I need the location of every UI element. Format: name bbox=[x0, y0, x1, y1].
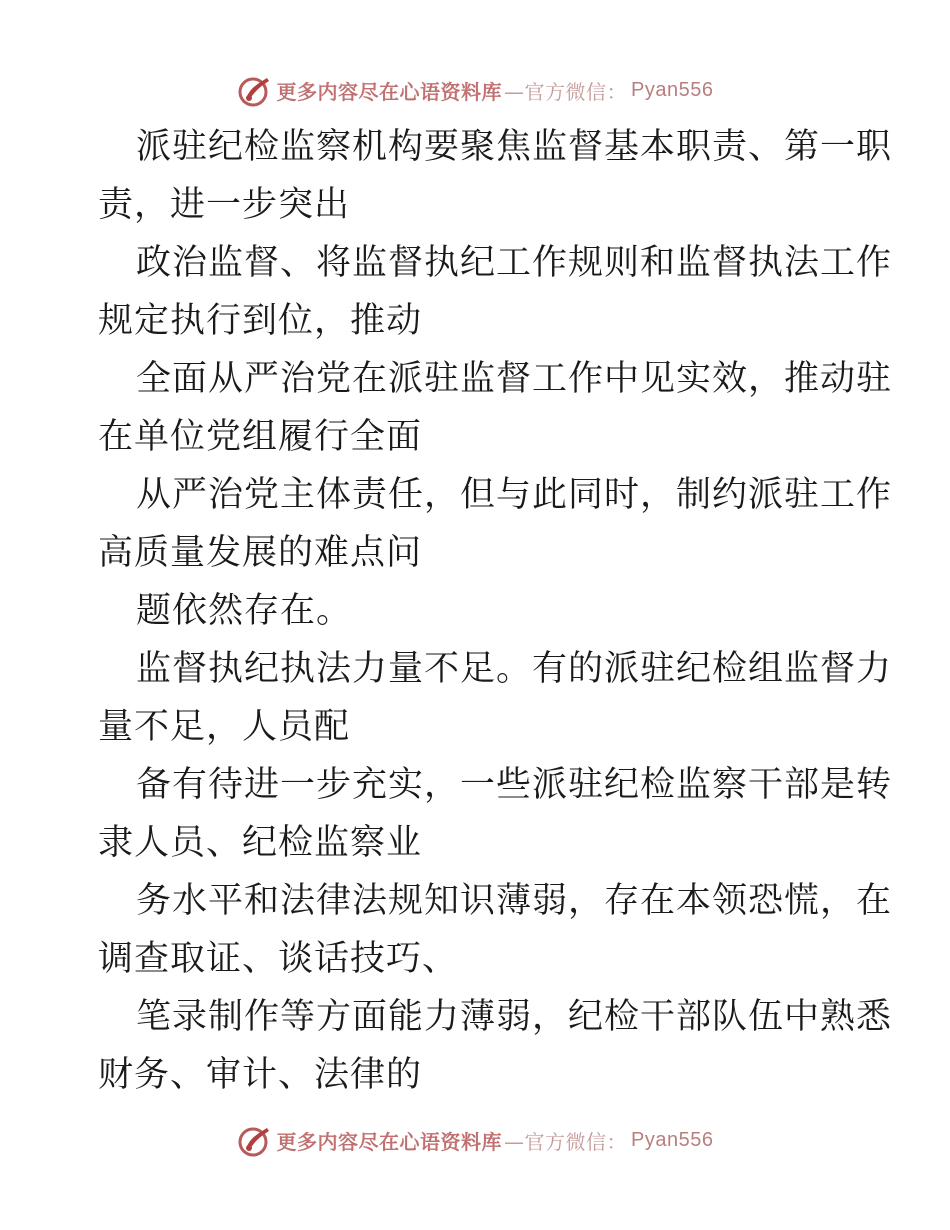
text-line: 政治监督、将监督执纪工作规则和监督执法工作 bbox=[136, 243, 893, 283]
text-line: 在单位党组履行全面 bbox=[98, 417, 423, 457]
text-line: 财务、审计、法律的 bbox=[98, 1055, 423, 1095]
text-line: 调查取证、谈话技巧、 bbox=[98, 939, 459, 979]
text-line: 务水平和法律法规知识薄弱，存在本领恐慌，在 bbox=[136, 881, 893, 921]
text-line: 全面从严治党在派驻监督工作中见实效，推动驻 bbox=[136, 359, 893, 399]
text-line: 责，进一步突出 bbox=[98, 185, 351, 225]
brush-logo-icon bbox=[237, 72, 273, 108]
watermark-wechat-handle: Pyan556 bbox=[631, 1128, 714, 1151]
text-line: 监督执纪执法力量不足。有的派驻纪检组监督力 bbox=[136, 649, 893, 689]
watermark-title: 更多内容尽在心语资料库 bbox=[276, 79, 503, 104]
footer-watermark bbox=[0, 1120, 950, 1160]
text-line: 从严治党主体责任，但与此同时，制约派驻工作 bbox=[136, 475, 893, 515]
watermark-wechat-label: —官方微信： bbox=[504, 79, 628, 104]
text-line: 笔录制作等方面能力薄弱，纪检干部队伍中熟悉 bbox=[136, 997, 893, 1037]
text-line: 备有待进一步充实，一些派驻纪检监察干部是转 bbox=[136, 765, 893, 805]
document-body bbox=[98, 118, 893, 1104]
watermark-title: 更多内容尽在心语资料库 bbox=[276, 1129, 503, 1154]
text-line: 派驻纪检监察机构要聚焦监督基本职责、第一职 bbox=[136, 127, 893, 167]
text-line: 题依然存在。 bbox=[136, 591, 353, 631]
text-line: 隶人员、纪检监察业 bbox=[98, 823, 423, 863]
text-line: 量不足，人员配 bbox=[98, 707, 351, 747]
watermark-wechat-label: —官方微信： bbox=[504, 1129, 628, 1154]
text-line: 高质量发展的难点问 bbox=[98, 533, 423, 573]
text-line: 规定执行到位，推动 bbox=[98, 301, 423, 341]
brush-logo-icon bbox=[237, 1122, 273, 1158]
header-watermark bbox=[0, 70, 950, 110]
watermark-wechat-handle: Pyan556 bbox=[631, 78, 714, 101]
